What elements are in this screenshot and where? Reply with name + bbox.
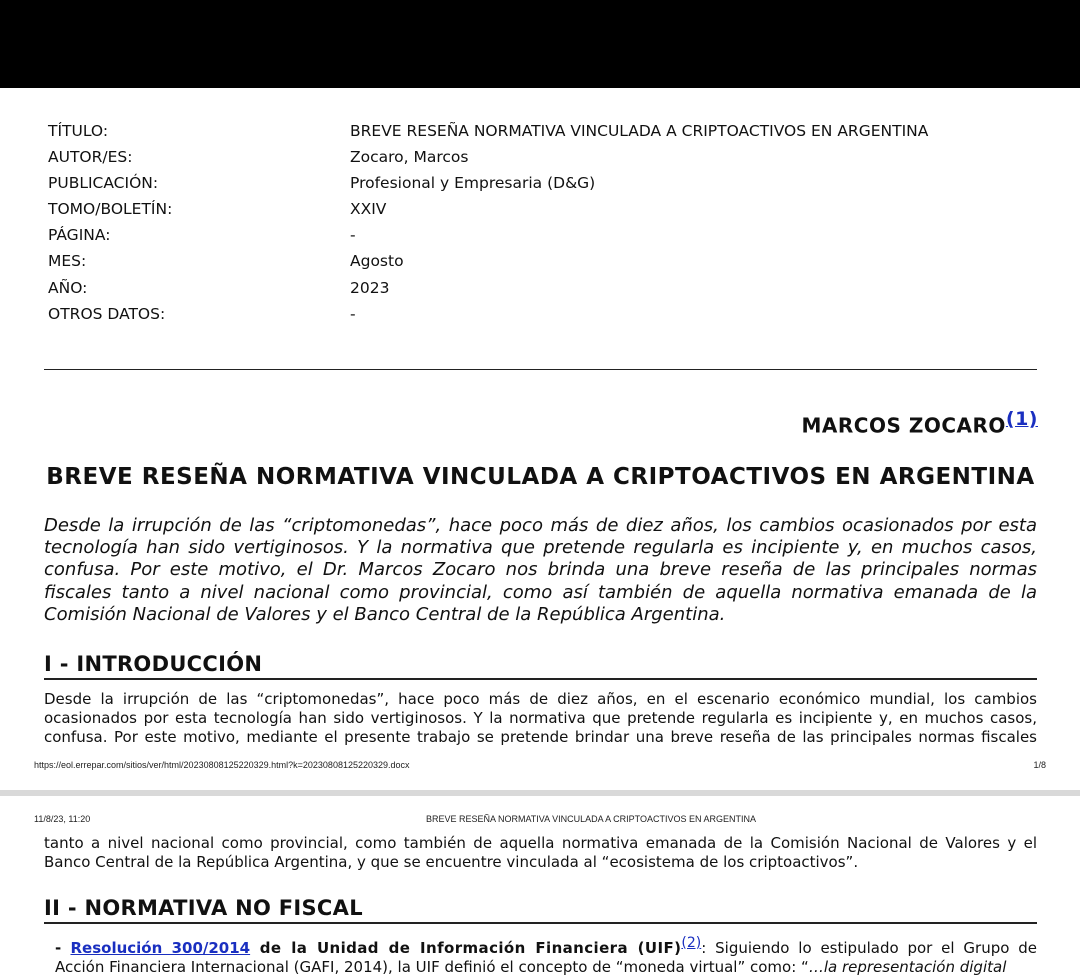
metadata-key: TOMO/BOLETÍN: (48, 200, 173, 219)
metadata-value: - (350, 226, 356, 245)
text-line: Banco Central de la República Argentina, y que se encuentre vinculada al “ecosistema de los criptoactivos”. (44, 853, 859, 871)
author-byline (802, 408, 1038, 438)
metadata-row (48, 118, 928, 144)
print-date: 11/8/23, 11:20 (34, 814, 91, 824)
text-line: tanto a nivel nacional como provincial, como también de aquella normativa emanada de la Comisión Nacional de Valores y el (44, 834, 1037, 852)
author-name: MARCOS ZOCARO (801, 413, 1006, 438)
viewer-top-bar (0, 0, 1080, 88)
metadata-value: Agosto (350, 252, 404, 271)
document-page-2 (0, 796, 1080, 975)
resolution-link[interactable]: Resolución 300/2014 (70, 939, 251, 957)
metadata-key: AUTOR/ES: (48, 148, 133, 167)
footer-url: https://eol.errepar.com/sitios/ver/html/20230808125220329.html?k=20230808125220329.docx (34, 760, 410, 770)
metadata-row (48, 248, 928, 274)
bullet-italic-text: …la representación digital (808, 958, 1007, 976)
list-item (55, 933, 1037, 977)
text-line: ocasionados por esta tecnología han sido vertiginosos. Y la normativa que pretende regularla es incipiente y, en muchos casos, (44, 709, 1037, 727)
bullet-text: : Siguiendo lo estipulado por el Grupo de (701, 939, 1037, 957)
footnote-link-1[interactable]: (1) (1005, 408, 1038, 430)
text-line (55, 958, 1037, 977)
metadata-value: Zocaro, Marcos (350, 148, 469, 167)
text-line (55, 933, 1037, 958)
text-line: confusa. Por este motivo, mediante el presente trabajo se pretende brindar una breve reseña de las principales normas fiscales (44, 728, 1037, 746)
metadata-value: - (350, 304, 356, 323)
metadata-value: 2023 (350, 278, 390, 297)
intro-paragraph-continuation (44, 834, 1037, 872)
metadata-key: MES: (48, 252, 87, 271)
text-line: Desde la irrupción de las “criptomonedas”, hace poco más de diez años, en el escenario económico mundial, los cambios (44, 690, 1037, 708)
document-title: BREVE RESEÑA NORMATIVA VINCULADA A CRIPTOACTIVOS EN ARGENTINA (46, 464, 1035, 490)
bullet-bold-text: de la Unidad de Información Financiera (UIF) (250, 939, 682, 957)
metadata-value: XXIV (350, 200, 387, 219)
bullet-text: Acción Financiera Internacional (GAFI, 2014), la UIF definió el concepto de “moneda virtual” como: “ (55, 958, 809, 976)
intro-paragraph (44, 690, 1037, 747)
section-heading-normativa-no-fiscal: II - NORMATIVA NO FISCAL (44, 896, 1037, 924)
bullet-dash: - (55, 939, 62, 957)
metadata-row (48, 301, 928, 327)
abstract: Desde la irrupción de las “criptomonedas”, hace poco más de diez años, los cambios ocasionados por esta tecnología han sido vertiginosos. Y la normativa que pretende regularla es incipiente y, en muchos casos, confusa. Por este motivo, el Dr. Marcos Zocaro nos brinda una breve reseña de las principales normas fiscales tanto a nivel nacional como provincial, como así también de aquella normativa emanada de la Comisión Nacional de Valores y el Banco Central de la República Argentina. (44, 515, 1037, 625)
metadata-key: PÁGINA: (48, 226, 111, 245)
metadata-row (48, 196, 928, 222)
footnote-link-2[interactable]: (2) (681, 935, 702, 951)
section-heading-introduccion: I - INTRODUCCIÓN (44, 652, 1037, 680)
metadata-row (48, 144, 928, 170)
metadata-value: BREVE RESEÑA NORMATIVA VINCULADA A CRIPTOACTIVOS EN ARGENTINA (350, 122, 929, 140)
print-header-title: BREVE RESEÑA NORMATIVA VINCULADA A CRIPTOACTIVOS EN ARGENTINA (425, 814, 757, 824)
metadata-key: TÍTULO: (48, 122, 109, 140)
metadata-row (48, 222, 928, 248)
metadata-table (48, 118, 928, 327)
footer-page-number: 1/8 (1033, 760, 1046, 770)
document-page-1 (0, 88, 1080, 790)
metadata-key: OTROS DATOS: (48, 304, 166, 323)
metadata-row (48, 275, 928, 301)
metadata-row (48, 170, 928, 196)
metadata-key: PUBLICACIÓN: (48, 174, 159, 193)
metadata-key: AÑO: (48, 278, 88, 297)
horizontal-divider (44, 369, 1037, 370)
metadata-value: Profesional y Empresaria (D&G) (350, 174, 596, 193)
